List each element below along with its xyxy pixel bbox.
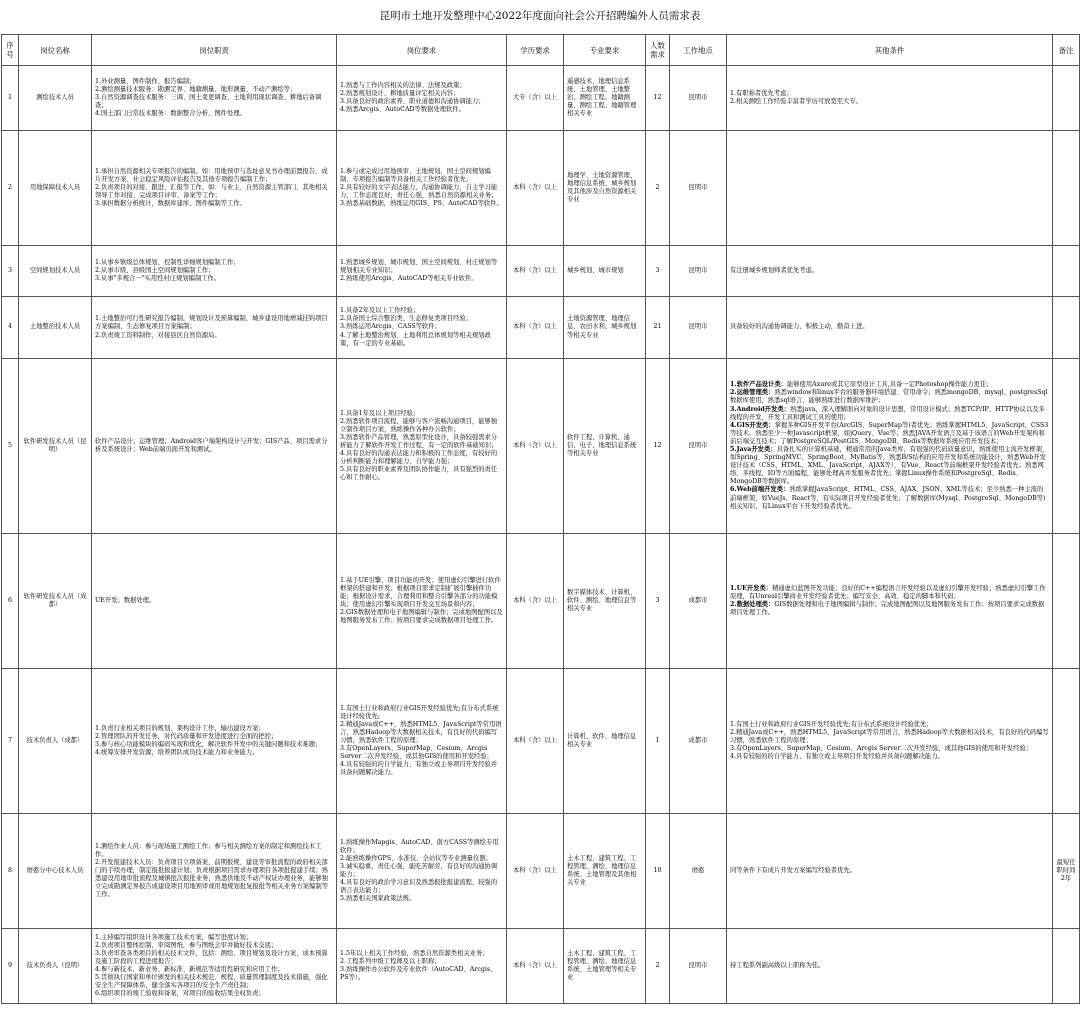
- major-line: 软件工程、计算机、通信、电子、地理信息系统等相关专业: [567, 433, 637, 458]
- major-line: 土木工程、建筑工程、工程管理、测绘、地理信息系统、土地管理等相关专业: [567, 949, 637, 982]
- cell-other: [727, 669, 1053, 814]
- requirement-line: 1.参与或完成过用地预审、土地规划，国土空间规划编制、专项报告编制等具备相关工作经验者优先；: [340, 167, 491, 183]
- requirement-line: 2.熟悉规划设计、耕地质量评定相关内容；: [340, 89, 460, 97]
- other-condition-text: 具备较好的沟通协调能力，积极主动，勤奋上进。: [730, 323, 869, 331]
- duty-line: 1.土地整治可行性研究报告编制，规划设计及预算编制，城乡建设用地增减挂钩项目方案编制，生态修复项目方案编制；: [95, 315, 328, 331]
- duty-line: 3.从事"多规合一"实用性村庄规划编制工作。: [95, 275, 221, 283]
- other-condition-text: 有注册城乡规划师者优先考虑。: [730, 266, 819, 274]
- cell-position: 技术负责人（成都）: [19, 669, 92, 814]
- requirement-line: 4.具有良好的沟通表达能力和积极的工作态度，有较好的分析判断能力和理解能力，自学能力强；: [340, 450, 498, 466]
- requirement-line: 1.有国土行业和政府行业GIS开发经验优先;有分布式系统设计经验优先;: [340, 704, 499, 720]
- cell-duties: [92, 66, 337, 131]
- requirement-line: 3.熟悉软件产品管理，熟悉原型化设计，具备较强需求分析能力了解软件开发工作过程，有一定的软件基础知识；: [340, 433, 498, 449]
- cell-remark: [1053, 246, 1080, 297]
- cell-education: 本科（含）以上: [507, 929, 564, 1004]
- duty-line: 1.承担自然资源相关专项报告的编制。如：用地预审与选址意见书办理前置报告、成片开发方案、社会稳定风险评估报告及其他专项报告编制工作；: [95, 167, 328, 183]
- duty-line: 6.组织项目的竣工验收和备案，对项目的验收结果全权负责；: [95, 990, 265, 998]
- cell-major: [564, 66, 646, 131]
- other-condition-item: [730, 753, 1049, 761]
- cell-remark: [1053, 66, 1080, 131]
- requirement-line: 3.熟练操作办公软件及专业软件（AutoCAD、Arcgis、PS等）。: [340, 966, 497, 982]
- other-condition-item: [730, 585, 1049, 601]
- cell-other: [727, 359, 1053, 534]
- table-row: [2, 359, 1080, 534]
- requirement-line: 3.具备良好的政治素养、职业道德和沟通协调能力；: [340, 98, 485, 105]
- cell-education: 本科（含）以上: [507, 246, 564, 297]
- other-condition-item: [730, 389, 1049, 405]
- cell-duties: [92, 246, 337, 297]
- cell-duties: [92, 359, 337, 534]
- cell-requirements: [337, 814, 507, 929]
- header-education: 学历要求: [507, 35, 564, 66]
- cell-index: 9: [2, 929, 19, 1004]
- requirement-line: 1.具备1年及以上项目经验；: [340, 409, 420, 417]
- duty-line: 5.贯彻执行国家和单位颁发的相关技术规范、规程，质量管理制度及技术措施，强化安全生产保障体系，健全落实各项目的安全生产责任制；: [95, 974, 328, 990]
- cell-requirements: [337, 929, 507, 1004]
- cell-location: 昆明市: [670, 66, 727, 131]
- header-duties: 岗位职责: [92, 35, 337, 66]
- requirement-line: 1.基于UE引擎，项目功能的开发；使用虚幻引擎进行软件框架的搭建和开发；根据项目需求定制扩展引擎插件功能；根据设计需求，合理利用和整合引擎各部分的功能模块；使用虚幻引擎实现项目开发交互场景和内容；: [340, 576, 501, 608]
- other-condition-label: 1.软件产品设计类：: [730, 381, 787, 389]
- header-location: 工作地点: [670, 35, 727, 66]
- cell-education: 本科（含）以上: [507, 534, 564, 669]
- cell-requirements: [337, 534, 507, 669]
- cell-remark: [1053, 534, 1080, 669]
- cell-index: 6: [2, 534, 19, 669]
- requirement-line: 2.具备国土综合整治类、生态修复类项目经验；: [340, 315, 472, 323]
- duty-line: 2.负责竣工资料制作，对接县区自然资源局。: [95, 331, 221, 339]
- duty-line: 3.自然资源调查技术服务：三调、国土变更调查、土地利用现状调查、耕地后备调查；: [95, 93, 322, 110]
- header-position: 岗位名称: [19, 35, 92, 66]
- cell-other: [727, 534, 1053, 669]
- duty-line: 1.从事乡镇级总体规划、控制性详细规划编制工作；: [95, 258, 240, 266]
- other-condition-text: 1.有国土行业和政府行业GIS开发经验优先;有分布式系统设计经验优先；: [730, 720, 933, 728]
- cell-education: 本科（含）以上: [507, 297, 564, 359]
- cell-location: 昆明市: [670, 246, 727, 297]
- cell-duties: [92, 669, 337, 814]
- cell-education: 大专（含）以上: [507, 66, 564, 131]
- requirement-line: 1.5年以上相关工作经验，熟悉自然资源类相关业务；: [340, 949, 489, 957]
- requirement-line: 3.有OpenLayers、SuperMap、Cesium、Arcgis Server二次开发经验，或其他GIS的使用和开发经验；: [340, 745, 493, 761]
- cell-position: 测绘技术人员: [19, 66, 92, 131]
- other-condition-item: [730, 729, 1049, 745]
- cell-location: 成都市: [670, 669, 727, 814]
- requirement-line: 4.具有较强的的自学能力、有独立或主导项目开发经验并具备问题解决能力。: [340, 761, 498, 777]
- other-condition-item: [730, 446, 1049, 486]
- cell-education: 本科（含）以上: [507, 669, 564, 814]
- other-condition-item: [730, 267, 1049, 275]
- other-condition-item: [730, 486, 1049, 510]
- cell-index: 7: [2, 669, 19, 814]
- major-line: 地理学、土地资源管理、地理信息系统、城乡规划及其他涉及自然资源相关专业: [567, 171, 637, 204]
- cell-position: 空间规划技术人员: [19, 246, 92, 297]
- table-row: [2, 814, 1080, 929]
- other-condition-text: 4.具有较强的的自学能力、有独立或主导项目开发经验并具备问题解决能力。: [730, 753, 944, 761]
- other-condition-label: 3.Android开发类：: [730, 405, 790, 413]
- cell-education: 本科（含）以上: [507, 359, 564, 534]
- other-condition-text: GIS数据处理和电子地图编辑与制作；完成地图配图以及地图服务发布工作；按项目要求完成数据项目处理工作。: [730, 601, 1045, 617]
- other-condition-text: 同等条件下有成片开发方案编写经验者优先。: [730, 866, 856, 874]
- other-condition-text: 熟悉java，深入理解面向对象的设计思想，常用设计模式；熟悉TCP/IP、HTTP协议以及多线程的开发，开发工具和测试工具的使用；: [730, 405, 1045, 421]
- cell-position: 软件研发技术人员（成都）: [19, 534, 92, 669]
- cell-major: [564, 131, 646, 246]
- requirement-line: 2.GIS数据处理和电子地图编辑与制作；完成地图配图以及地图服务发布工作；按项目要求完成数据项目处理工作。: [340, 609, 503, 625]
- cell-remark: [1053, 929, 1080, 1004]
- cell-remark: 最短任职时间2年: [1053, 814, 1080, 929]
- cell-duties: [92, 534, 337, 669]
- duty-line: 4.统筹安排开发资源，培养团队成员技术能力和业务能力。: [95, 749, 259, 757]
- other-condition-item: [730, 323, 1049, 331]
- cell-index: 8: [2, 814, 19, 929]
- cell-index: 5: [2, 359, 19, 534]
- cell-location: 昆明市: [670, 297, 727, 359]
- requirement-line: 3.熟练运用Arcgis、CASS等软件；: [340, 323, 441, 331]
- cell-position: 技术负责人（昆明）: [19, 929, 92, 1004]
- other-condition-text: 2.相关测绘工作经验丰富者学历可放宽至大专。: [730, 98, 862, 105]
- table-row: [2, 66, 1080, 131]
- cell-location: 成都市: [670, 534, 727, 669]
- duty-line: 2.负责项目的对接、跟进、汇报等工作。如：与业主、自然资源主管部门、其他相关领导工作对接、完成项目评审、备案等工作；: [95, 183, 328, 200]
- duty-line: 4.参与新技术、新业务、新标准、新规范等适用性研究和应用工作；: [95, 966, 284, 973]
- cell-other: [727, 929, 1053, 1004]
- duty-line: UE开发；数据处理。: [95, 596, 156, 604]
- cell-requirements: [337, 66, 507, 131]
- cell-location: 昆明市: [670, 929, 727, 1004]
- other-condition-text: 精通虚幻蓝图开发功能；良好的C++编程语言开发经验以及虚幻引擎开发经验；熟悉虚幻引擎工作原理，有Unreal引擎商业开发经验者优先；编写安全、高效、稳定的脚本和代码；: [730, 584, 1046, 600]
- other-condition-item: [730, 962, 1049, 970]
- other-condition-text: 1.有职称者优先考虑；: [730, 89, 793, 97]
- duty-line: 1.外业测量、图件制作、报告编制；: [95, 77, 196, 85]
- requirement-line: 1.熟悉与工作内容相关的法律、法规及政策；: [340, 81, 466, 89]
- duty-line: 4.国土部门日常技术服务：数据整合分析、图件处理。: [95, 110, 246, 118]
- cell-duties: [92, 814, 337, 929]
- other-condition-label: 4.GIS开发类：: [730, 421, 775, 429]
- cell-remark: [1053, 297, 1080, 359]
- other-condition-item: [730, 721, 1049, 729]
- table-row: [2, 297, 1080, 359]
- cell-index: 2: [2, 131, 19, 246]
- recruitment-table: [1, 34, 1080, 1004]
- cell-count: 1: [646, 669, 670, 814]
- requirement-line: 4.熟悉Arcgis、AutoCAD等数据处理软件。: [340, 106, 465, 114]
- cell-position: 土地整治技术人员: [19, 297, 92, 359]
- duty-line: 2.管理团队的开发任务，对代码质量和开发进度进行全面的把控；: [95, 732, 278, 740]
- other-condition-text: 熟练掌握JavaScript、HTML、CSS、AJAX、JSON、XML等技术；至少熟悉一种主流的前端框架，如VueJs、React等，有实际项目开发经验者优先；了解数据库(Mysql、PostgreSql、MongoDB等)相关知识，有Linux平台下开发经验者优先。: [730, 486, 1046, 510]
- other-condition-label: 2.数据处理类：: [730, 601, 775, 608]
- cell-index: 4: [2, 297, 19, 359]
- header-remark: 备注: [1053, 35, 1080, 66]
- cell-major: [564, 669, 646, 814]
- header-requirements: 岗位要求: [337, 35, 507, 66]
- cell-location: 磨憨: [670, 814, 727, 929]
- major-line: 土木工程、建筑工程、工程管理、测绘、地理信息系统、土地管理及其他相关专业: [567, 854, 637, 887]
- cell-major: [564, 534, 646, 669]
- cell-requirements: [337, 246, 507, 297]
- cell-requirements: [337, 669, 507, 814]
- other-condition-text: 掌握多种GIS开发平台(ArcGIS、SuperMap等)者优先；熟练掌握HTML5、JavaScript、CSS3等技术，熟悉至少一种Javascript框架，如jQuery、Vue等；熟悉JAVA开发语言及基于该语言的Web开发架构和前后端交互技术；了解PostgreSQL/PostGIS、MongoDB、Redis等数据库系统应用开发技术；: [730, 421, 1049, 445]
- cell-index: 1: [2, 66, 19, 131]
- major-line: 城乡规划、城市规划: [567, 266, 624, 274]
- duty-line: 1.测绘作业人员：参与现场施工测绘工作；参与相关测绘方案的制定和测绘技术工作。: [95, 842, 322, 858]
- duty-line: 2.从事市级、县级国土空间规划编制工作；: [95, 266, 215, 274]
- cell-other: [727, 297, 1053, 359]
- other-condition-label: 1.UE开发类：: [730, 584, 773, 592]
- cell-requirements: [337, 359, 507, 534]
- requirement-line: 2.熟悉软件项目流程，能够与客户流畅沟通项目，能够独立制作项目方案，熟练操作各种办公软件；: [340, 417, 498, 433]
- header-index: 序号: [2, 35, 19, 66]
- duty-line: 3.参与核心功能模块的编码实现和优化，解决软件开发中的关键问题和技术难题；: [95, 741, 322, 748]
- requirement-line: 1.具备2年及以上工作经验；: [340, 307, 420, 315]
- other-condition-label: 6.Web前端开发类：: [730, 486, 790, 494]
- duty-line: 3.承担数据分析统计，数据库建库、图件编制等工作。: [95, 200, 246, 208]
- other-condition-label: 2.运维管理类：: [730, 389, 775, 397]
- duty-line: 2.负责项目整体控制，审阅图纸，参与图纸会审并做好技术交底；: [95, 941, 278, 949]
- cell-count: 3: [646, 534, 670, 669]
- other-condition-item: [730, 422, 1049, 446]
- cell-remark: [1053, 359, 1080, 534]
- requirement-line: 5.具有良好的职业素养及团队协作能力，具有强烈的责任心和工作耐心。: [340, 466, 498, 482]
- cell-major: [564, 297, 646, 359]
- cell-remark: [1053, 669, 1080, 814]
- cell-duties: [92, 929, 337, 1004]
- cell-requirements: [337, 297, 507, 359]
- header-major: 专业要求: [564, 35, 646, 66]
- other-condition-item: [730, 90, 1049, 98]
- cell-count: 21: [646, 297, 670, 359]
- requirement-line: 2.能熟练操作GPS、水准仪、全站仪等专业测量仪器；: [340, 854, 492, 862]
- cell-location: 昆明市: [670, 359, 727, 534]
- cell-remark: [1053, 131, 1080, 246]
- table-row: [2, 131, 1080, 246]
- cell-major: [564, 359, 646, 534]
- cell-location: 昆明市: [670, 131, 727, 246]
- other-condition-text: 2.精通Java或C++，熟悉HTML5、JavaScript等常用语言，熟悉Hadoop等大数据相关技术，有良好的代码编写习惯，熟悉软件工程的原理；: [730, 728, 1049, 744]
- other-condition-label: 5.Java开发类：: [730, 446, 777, 453]
- duty-line: 1.负责行业相关项目的规划、架构设计工作，输出建设方案；: [95, 724, 265, 732]
- table-row: [2, 929, 1080, 1004]
- header-row: [2, 35, 1080, 66]
- cell-other: [727, 131, 1053, 246]
- other-condition-item: [730, 745, 1049, 753]
- requirement-line: 3.诚实稳重，责任心强，能吃苦耐劳，有良好的沟通协调能力；: [340, 862, 498, 878]
- duty-line: 3.负责审查各类项目的相关技术文件，包括：测绘、项目规划及设计方案、成本预算及施工阶段的工程进度报告；: [95, 949, 328, 965]
- cell-requirements: [337, 131, 507, 246]
- duty-line: 2.测绘测量技术服务：勘测定界、地籍测量、地形测量、不动产测绘等；: [95, 85, 297, 93]
- requirement-line: 1.熟悉城乡规划、城市规划、国土空间规划、村庄规划等规划相关专业知识；: [340, 258, 498, 274]
- cell-duties: [92, 297, 337, 359]
- requirement-line: 2.具有较好的文字表达能力，沟通协调能力，自主学习能力，工作态度良好，责任心强，熟悉自然资源相关业务；: [340, 183, 498, 200]
- cell-index: 3: [2, 246, 19, 297]
- duty-line: 1.主持编写组织设计各项施工技术方案，编写进度计划；: [95, 933, 253, 941]
- other-condition-item: [730, 601, 1049, 617]
- other-condition-item: [730, 867, 1049, 875]
- requirement-line: 4.具有良好的政治学习意识及熟悉报批报建流程，较强的语言表达能力；: [340, 879, 498, 895]
- cell-count: 10: [646, 814, 670, 929]
- cell-duties: [92, 131, 337, 246]
- cell-other: [727, 66, 1053, 131]
- requirement-line: 3.熟悉基础数据，熟练运用GIS、PS、AutoCAD等软件。: [340, 200, 503, 208]
- cell-count: 12: [646, 359, 670, 534]
- cell-major: [564, 814, 646, 929]
- cell-major: [564, 246, 646, 297]
- cell-position: 磨憨分中心技术人员: [19, 814, 92, 929]
- major-line: 土地资源管理、地理信息、农田水利、城乡规划等相关专业: [567, 315, 637, 339]
- major-line: 计算机、软件、地理信息相关专业: [567, 732, 637, 748]
- requirement-line: 4.了解土地整治规划、土地利用总体规划等相关规划政策，有一定的专业基础。: [340, 331, 491, 347]
- duty-line: 软件产品设计；运维管理；Android客户端架构设计与开发；GIS产品、项目需求分析及系统设计；Web前端页面开发和测试。: [95, 437, 328, 453]
- cell-count: 3: [646, 246, 670, 297]
- cell-education: 本科（含）以上: [507, 131, 564, 246]
- other-condition-item: [730, 406, 1049, 422]
- other-condition-text: 持工程系列副高级以上职称为佳。: [730, 961, 825, 969]
- requirement-line: 1.熟练操作Mapgis、AutoCAD、南方CASS等测绘专用软件；: [340, 838, 499, 854]
- header-count: 人数需求: [646, 35, 670, 66]
- other-condition-text: 3.有OpenLayers、SuperMap、Cesium、Arcgis Server二次开发经验，或其他GIS的使用和开发经验；: [730, 745, 1032, 753]
- other-condition-item: [730, 98, 1049, 106]
- duty-line: 2.开发报建技术人员：负责项目立项备案、前期报规、建设等审批流程的政府相关部门的手续办理，制定报批报建计划；负责根据项目需求办理项目各项批报建手续；熟悉建设用地审批流程及城镇批次报批业务，熟悉供地及不动产权证办理业务，能够独立完成勘测定界报告或建设项目用地预审或用地规划批复报批等相关业务方案编制等工作。: [95, 858, 328, 899]
- cell-other: [727, 814, 1053, 929]
- header-other: 其他条件: [727, 35, 1053, 66]
- major-line: 遥感技术、地理信息系统、土地管理、土地整治、测绘工程、地籍测量、测绘工程、地籍管理相关专业: [567, 77, 637, 118]
- other-condition-text: 具备扎实的计算机基础，精通常用的Java类库，有很强的代码质量意识，熟练使用主流开发框架，如Spring、SpringMVC、SpringBoot、MyBatis等，熟悉B/S结构的应用开发和系统功能设计，熟悉Web开发设计技术（CSS、HTML、XML、JavaScript、AJAX等），有Vue、React等前端框架开发经验者优先；熟悉网络、多线程、IO等方面编程，能够处理高并发服务者优先；掌握Linux操作系统和PostgreSql、Redis、MongoDB等数据库。: [730, 446, 1049, 486]
- cell-other: [727, 246, 1053, 297]
- cell-position: 用地保障技术人员: [19, 131, 92, 246]
- cell-education: 本科（含）以上: [507, 814, 564, 929]
- table-row: [2, 246, 1080, 297]
- cell-position: 软件研发技术人员（昆明）: [19, 359, 92, 534]
- requirement-line: 2.精通Java或C++，熟悉HTML5、JavaScript等常用语言，熟悉Hadoop等大数据相关技术，有良好的代码编写习惯，熟悉软件工程的原理；: [340, 720, 502, 744]
- table-body: [2, 66, 1080, 1004]
- requirement-line: 5.熟悉相关国家政策法规。: [340, 895, 416, 903]
- table-row: [2, 534, 1080, 669]
- major-line: 数字媒体技术、计算机、软件、测绘、地理信息等相关专业: [567, 588, 637, 613]
- requirement-line: 2.工程系列中级工程师及以上职称；: [340, 957, 441, 965]
- document-title: 昆明市土地开发整理中心2022年度面向社会公开招聘编外人员需求表: [379, 10, 701, 22]
- other-condition-text: 能够使用Axure或其它原型设计工具,具备一定Photoshop操作能力更佳；: [786, 381, 993, 389]
- other-condition-text: 熟悉window和linux平台的服务器环境搭建、常用命令；熟悉mongoDB、mysql、postgresSql数据库使用，熟悉sql语言，能够熟练进行数据库维护；: [730, 389, 1048, 405]
- cell-major: [564, 929, 646, 1004]
- cell-count: 2: [646, 131, 670, 246]
- cell-count: 12: [646, 66, 670, 131]
- requirement-line: 2.熟练使用Arcgis、AutoCAD等相关专业软件。: [340, 275, 478, 283]
- cell-count: 2: [646, 929, 670, 1004]
- table-row: [2, 669, 1080, 814]
